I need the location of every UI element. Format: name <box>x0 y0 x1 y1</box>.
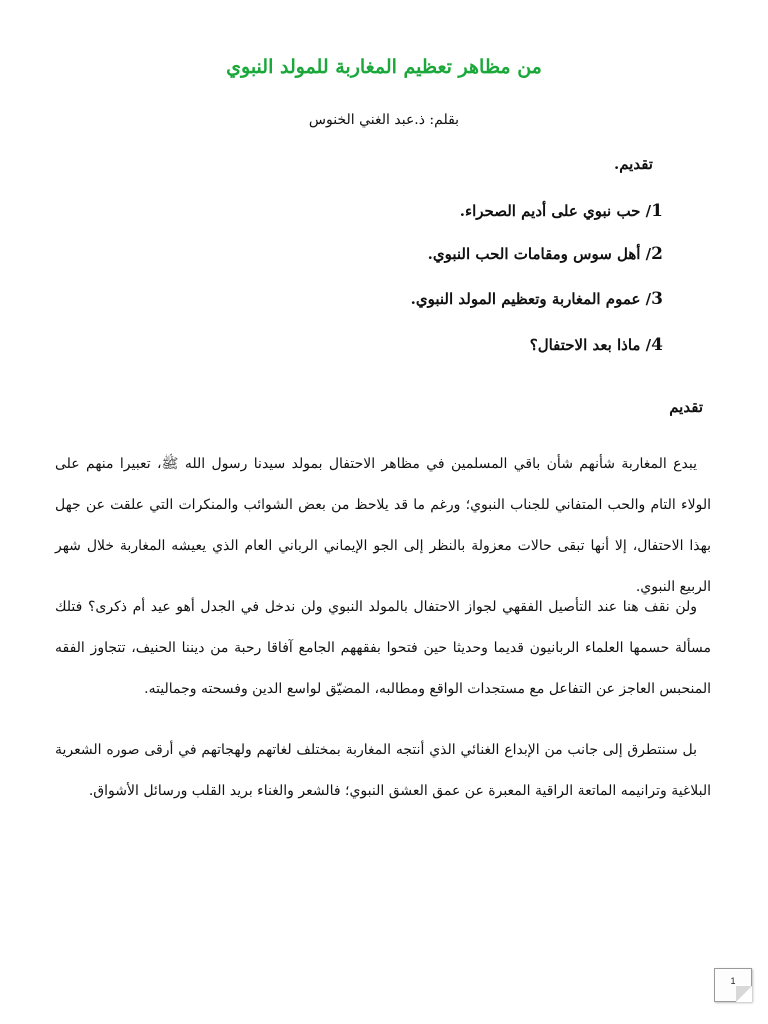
toc-item-number: 2 <box>651 244 663 264</box>
toc-heading: تقديم. <box>613 155 653 173</box>
body-paragraph: يبدع المغاربة شأنهم شأن باقي المسلمين في مظاهر الاحتفال بمولد سيدنا رسول الله ﷺ، تعبيرا منهم على الولاء التام والحب المتفاني للجناب النبوي؛ ورغم ما قد يلاحظ من بعض الشوائب والمنكرات التي علقت عن جهل بهذا الاحتفال، إلا أنها تبقى حالات معزولة بالنظر إلى الجو الإيماني الرباني العام الذي يعيشه المغاربة خلال شهر الربيع النبوي. <box>55 456 711 595</box>
section-heading: تقديم <box>669 398 703 416</box>
document-title: من مظاهر تعظيم المغاربة للمولد النبوي <box>226 56 542 78</box>
toc-item-text: / أهل سوس ومقامات الحب النبوي. <box>427 245 652 263</box>
page-number-box <box>714 968 752 1002</box>
toc-item-number: 1 <box>651 201 663 221</box>
toc-item-text: / ماذا بعد الاحتفال؟ <box>529 336 652 354</box>
body-paragraph: ولن نقف هنا عند التأصيل الفقهي لجواز الاحتفال بالمولد النبوي ولن ندخل في الجدل أهو عيد أم ذكرى؟ فتلك مسألة حسمها العلماء الربانيون قديما وحديثا حين فتحوا بفقههم الجامع آفاقا رحبة من ديننا الحنيف، تتجاوز الفقه المنحبس العاجز عن التفاعل مع مستجدات الواقع ومطالبه، المضيّق لواسع الدين وفسحته وجماليته. <box>55 599 711 697</box>
toc-item-text: / عموم المغاربة وتعظيم المولد النبوي. <box>410 290 652 308</box>
author-line: بقلم: ذ.عبد الغني الخنوس <box>308 112 460 128</box>
toc-item <box>411 289 663 309</box>
page-fold-corner <box>736 986 752 1002</box>
toc-item <box>460 201 663 221</box>
body-paragraph: بل سنتطرق إلى جانب من الإبداع الغنائي الذي أنتجه المغاربة بمختلف لغاتهم ولهجاتهم في أرقى صوره الشعرية البلاغية وترانيمه الماتعة الراقية المعبرة عن عمق العشق النبوي؛ فالشعر والغناء بريد القلب ورسائل الأشواق. <box>55 742 711 799</box>
toc-item-number: 3 <box>651 289 663 309</box>
toc-item <box>428 244 663 264</box>
toc-item <box>530 335 663 355</box>
toc-item-number: 4 <box>651 335 663 355</box>
toc-item-text: / حب نبوي على أديم الصحراء. <box>459 202 652 220</box>
page-number: 1 <box>730 976 736 986</box>
